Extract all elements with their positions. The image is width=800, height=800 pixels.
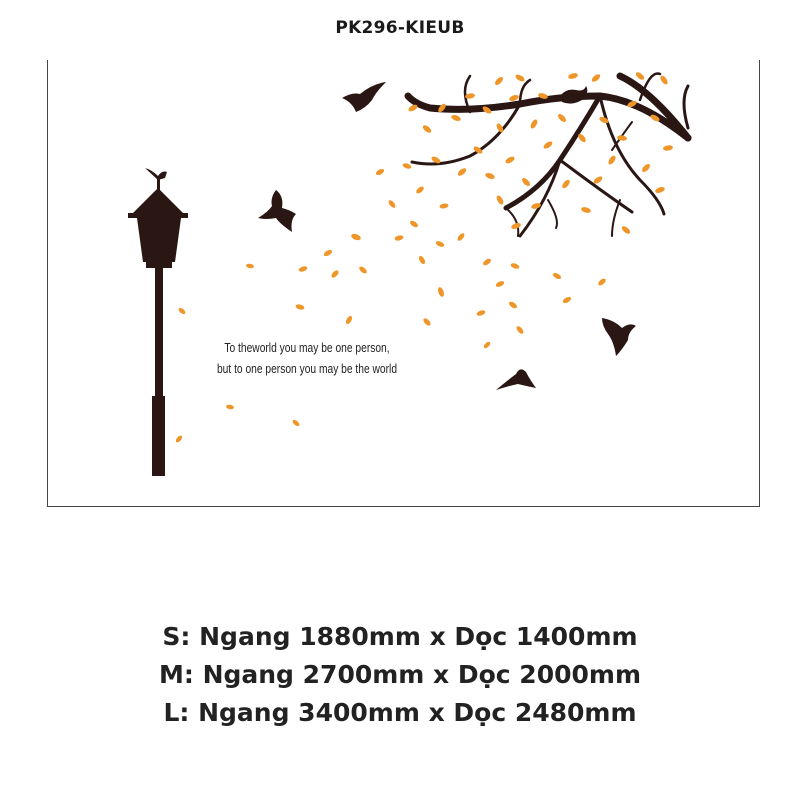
flying-bird-icon: [496, 369, 536, 390]
quote-line-2: but to one person you may be the world: [216, 362, 398, 376]
size-options: [0, 618, 800, 732]
falling-leaves-icon: [175, 71, 674, 444]
flying-bird-icon: [602, 318, 636, 356]
quote-line-1: To theworld you may be one person,: [224, 341, 390, 355]
tree-branch-icon: [408, 74, 688, 236]
flying-bird-icon: [342, 82, 386, 112]
product-code: PK296-KIEUB: [335, 18, 465, 38]
size-s: S: Ngang 1880mm x Dọc 1400mm: [162, 622, 638, 651]
size-l: L: Ngang 3400mm x Dọc 2480mm: [163, 698, 637, 727]
street-lamp-icon: [128, 168, 188, 476]
flying-bird-icon: [258, 190, 296, 232]
quote-text: [216, 338, 398, 380]
perched-bird-icon: [560, 86, 587, 104]
size-m: M: Ngang 2700mm x Dọc 2000mm: [158, 660, 641, 689]
